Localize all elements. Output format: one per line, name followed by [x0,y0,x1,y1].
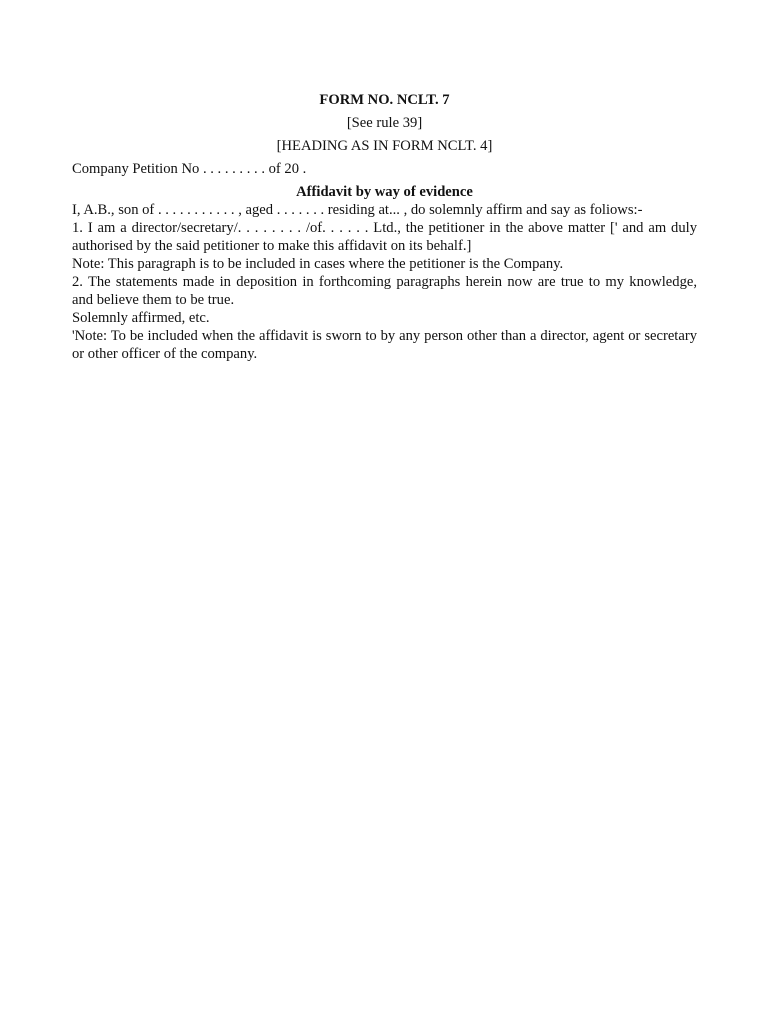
footnote-paragraph: 'Note: To be included when the affidavit is sworn to by any person other than a director, agent or secretary or other officer of the company. [72,328,697,362]
form-title: FORM NO. NCLT. 7 [319,92,450,108]
affidavit-title: Affidavit by way of evidence [296,184,473,200]
heading-reference: [HEADING AS IN FORM NCLT. 4] [276,138,493,154]
solemnly-affirmed-line: Solemnly affirmed, etc. [72,310,210,326]
rule-reference: [See rule 39] [346,115,423,131]
affirmation-paragraph: I, A.B., son of . . . . . . . . . . . , aged . . . . . . . residing at... , do solemnly affirm and say as foliows:- [72,202,643,218]
paragraph-2: 2. The statements made in deposition in forthcoming paragraphs herein now are true to my knowledge, and believe them to be true. [72,274,697,308]
note-paragraph: Note: This paragraph is to be included in cases where the petitioner is the Company. [72,256,564,272]
document-page [72,88,697,363]
paragraph-1: 1. I am a director/secretary/. . . . . . . . /of. . . . . . Ltd., the petitioner in the above matter [' and am duly authorised by the said petitioner to make this affidavit on its behalf.] [72,220,697,254]
company-petition-line: Company Petition No . . . . . . . . . of 20 . [72,161,307,177]
